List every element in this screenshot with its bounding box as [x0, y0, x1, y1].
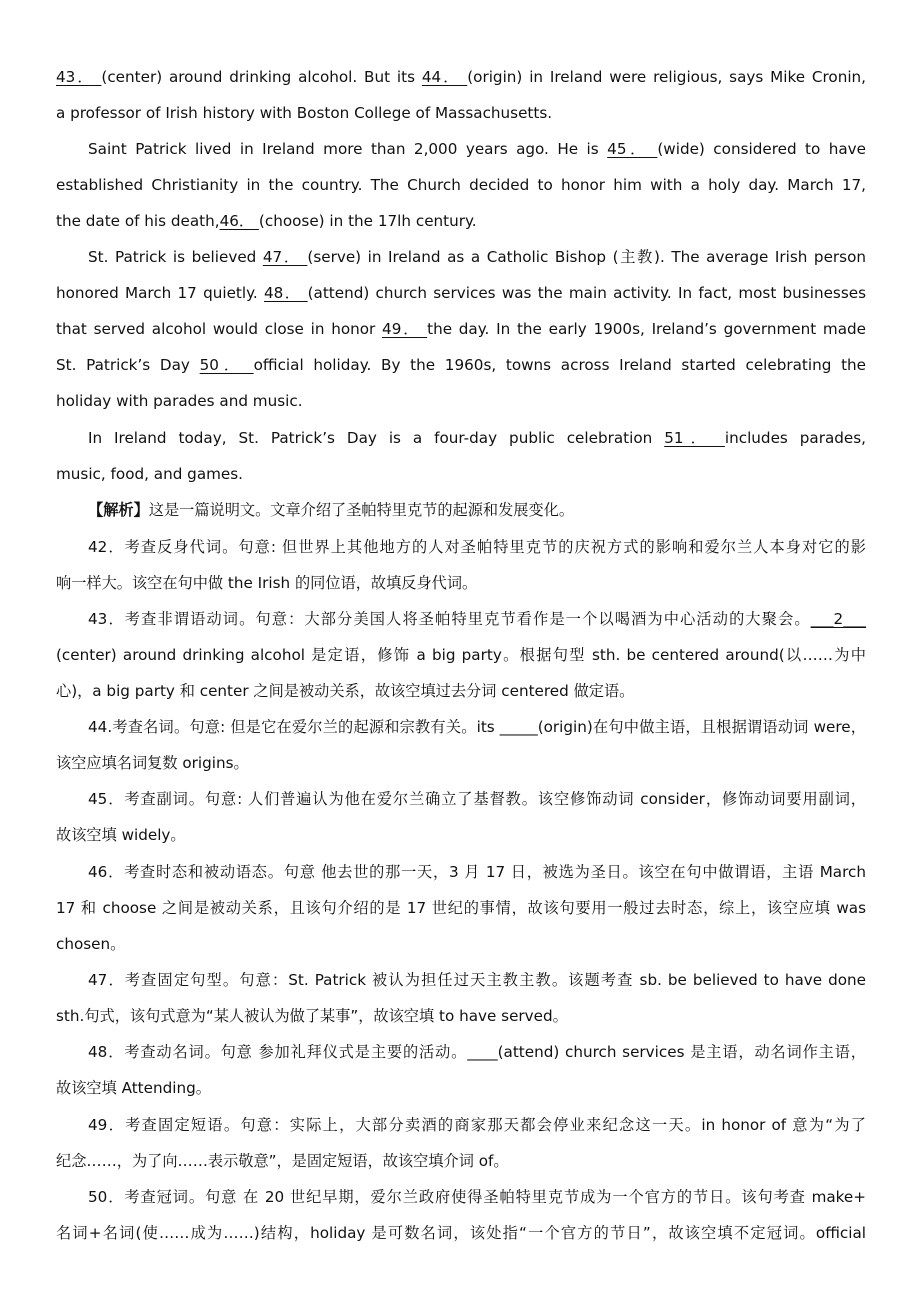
analysis-line: (center) around drinking alcohol 是定语，修饰 a big party。根据句型 sth. be centered around(以……为中: [56, 646, 866, 664]
analysis-q48: 48．考查动名词。句意 参加礼拜仪式是主要的活动。____(attend) church services 是主语，动名词作主语，: [88, 1043, 866, 1061]
blank-51: 51．: [664, 429, 725, 447]
passage-line: that served alcohol would close in honor 49． the day. In the early 1900s, Ireland’s government made: [56, 320, 866, 338]
analysis-q42: 42．考查反身代词。句意: 但世界上其他地方的人对圣帕特里克节的庆祝方式的影响和爱尔兰人本身对它的影: [88, 538, 866, 556]
analysis-line: 纪念……，为了向……表示敬意”，是固定短语，故该空填介词 of。: [56, 1152, 509, 1170]
blank-49: 49．: [382, 320, 428, 338]
passage-line: established Christianity in the country. The Church decided to honor him with a holy day. March 17,: [56, 176, 866, 194]
analysis-q50: 50．考查冠词。句意 在 20 世纪早期，爱尔兰政府使得圣帕特里克节成为一个官方的节日。该句考查 make+: [88, 1188, 866, 1206]
analysis-line: sth.句式，该句式意为“某人被认为做了某事”，故该空填 to have served。: [56, 1007, 568, 1025]
blank-46: 46．: [219, 212, 259, 230]
analysis-q43: 43．考查非谓语动词。句意：大部分美国人将圣帕特里克节看作是一个以喝酒为中心活动的大聚会。___2___: [88, 610, 866, 628]
analysis-line: 故该空填 Attending。: [56, 1079, 211, 1097]
analysis-line: 17 和 choose 之间是被动关系，且该句介绍的是 17 世纪的事情，故该句要用一般过去时态，综上，该空应填 was: [56, 899, 866, 917]
passage-line: holiday with parades and music.: [56, 392, 303, 410]
analysis-q47: 47．考查固定句型。句意：St. Patrick 被认为担任过天主教主教。该题考查 sb. be believed to have done: [88, 971, 866, 989]
analysis-heading: 【解析】: [88, 501, 149, 519]
passage-line: Saint Patrick lived in Ireland more than 2,000 years ago. He is 45． (wide) considered to have: [88, 140, 867, 158]
passage-line: St. Patrick’s Day 50． official holiday. By the 1960s, towns across Ireland started celebrating the: [56, 356, 866, 374]
passage-line: In Ireland today, St. Patrick’s Day is a four-day public celebration 51． includes parades,: [88, 429, 866, 447]
analysis-line: 该空应填名词复数 origins。: [56, 754, 249, 772]
blank-50: 50．: [199, 356, 254, 374]
blank-43: 43．: [56, 68, 102, 86]
blank-47: 47．: [262, 248, 308, 266]
passage-line: the date of his death,46． (choose) in the 17lh century.: [56, 212, 477, 230]
passage-line: honored March 17 quietly. 48． (attend) church services was the main activity. In fact, most businesses: [56, 284, 866, 302]
passage-line: music, food, and games.: [56, 465, 244, 483]
blank-45: 45．: [607, 140, 658, 158]
analysis-q46: 46．考查时态和被动语态。句意 他去世的那一天，3 月 17 日，被选为圣日。该空在句中做谓语，主语 March: [88, 863, 866, 881]
analysis-q49: 49．考查固定短语。句意：实际上，大部分卖酒的商家那天都会停业来纪念这一天。in honor of 意为“为了: [88, 1116, 866, 1134]
passage-line: a professor of Irish history with Boston College of Massachusetts.: [56, 104, 553, 122]
blank-44: 44．: [421, 68, 468, 86]
blank-2: ___2___: [810, 610, 866, 628]
analysis-line: chosen。: [56, 935, 126, 953]
analysis-q44: 44.考查名词。句意: 但是它在爱尔兰的起源和宗教有关。its _____(origin)在句中做主语，且根据谓语动词 were，: [88, 718, 866, 736]
passage-line: St. Patrick is believed 47． (serve) in Ireland as a Catholic Bishop (主教). The average Irish person: [88, 248, 866, 266]
analysis-intro: 【解析】这是一篇说明文。文章介绍了圣帕特里克节的起源和发展变化。: [88, 501, 574, 519]
analysis-line: 名词+名词(使……成为……)结构，holiday 是可数名词，该处指“一个官方的节日”，故该空填不定冠词。official: [56, 1224, 866, 1242]
analysis-line: 响一样大。该空在句中做 the Irish 的同位语，故填反身代词。: [56, 574, 478, 592]
analysis-line: 心)，a big party 和 center 之间是被动关系，故该空填过去分词 centered 做定语。: [56, 682, 635, 700]
passage-line: 43． (center) around drinking alcohol. But its 44． (origin) in Ireland were religious, says Mike Cronin,: [56, 68, 867, 86]
blank-48: 48．: [264, 284, 308, 302]
analysis-line: 故该空填 widely。: [56, 826, 186, 844]
analysis-q45: 45．考查副词。句意: 人们普遍认为他在爱尔兰确立了基督教。该空修饰动词 consider，修饰动词要用副词，: [88, 790, 866, 808]
